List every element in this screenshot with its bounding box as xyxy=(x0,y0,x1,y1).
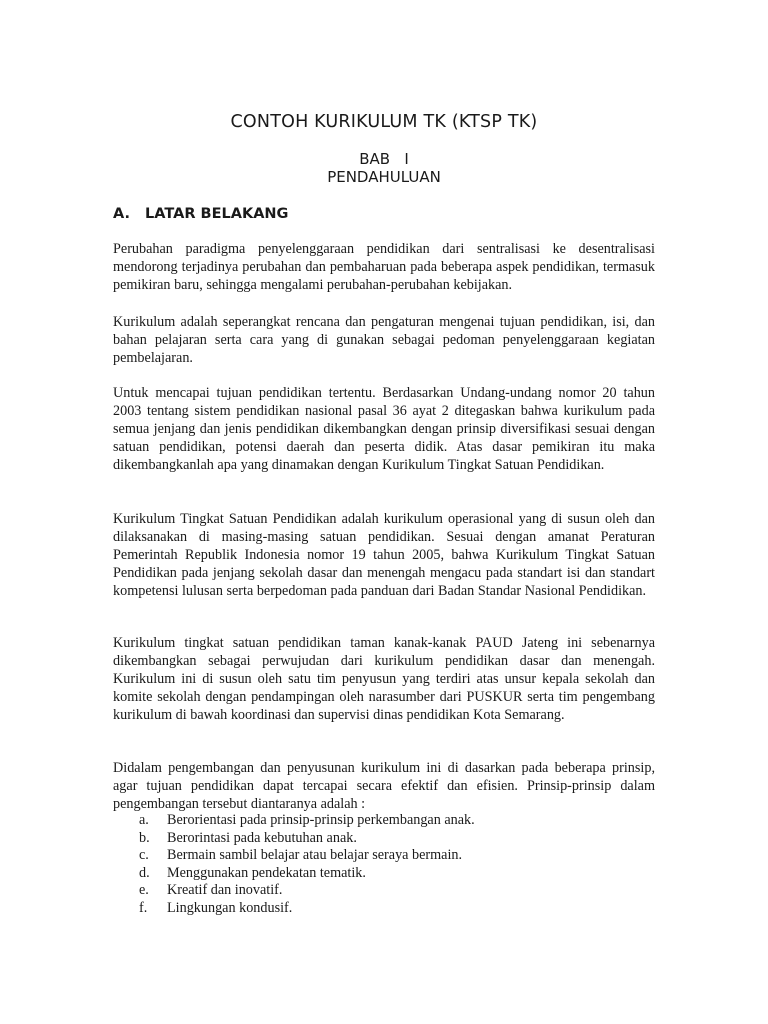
list-item xyxy=(139,812,659,830)
list-item-text: Menggunakan pendekatan tematik. xyxy=(167,864,366,881)
list-item-text: Berorientasi pada prinsip-prinsip perkembangan anak. xyxy=(167,812,475,828)
list-marker: f. xyxy=(139,899,148,916)
list-item xyxy=(139,830,659,848)
list-item xyxy=(139,900,659,918)
paragraph: Untuk mencapai tujuan pendidikan tertentu. Berdasarkan Undang-undang nomor 20 tahun 2003 tentang sistem pendidikan nasional pasal 36 ayat 2 ditegaskan bahwa kurikulum pada semua jenjang dan jenis pendidikan dikembangkan dengan prinsip diversifikasi sesuai dengan satuan pendidikan, potensi daerah dan peserta didik. Atas dasar pemikiran itu maka dikembangkanlah apa yang dinamakan dengan Kurikulum Tingkat Satuan Pendidikan. xyxy=(113,385,655,473)
paragraph: Kurikulum tingkat satuan pendidikan taman kanak-kanak PAUD Jateng ini sebenarnya dikembangkan sebagai perwujudan dari kurikulum pendidikan dasar dan menengah. Kurikulum ini di susun oleh satu tim penyusun yang terdiri atas unsur kepala sekolah dan komite sekolah dengan pendampingan oleh narasumber dari PUSKUR serta tim pengembang kurikulum di bawah koordinasi dan supervisi dinas pendidikan Kota Semarang. xyxy=(113,635,655,723)
section-title: LATAR BELAKANG xyxy=(145,206,289,222)
list-item xyxy=(139,882,659,900)
document-title: CONTOH KURIKULUM TK (KTSP TK) xyxy=(230,112,538,132)
list-marker: c. xyxy=(139,847,149,863)
paragraph: Kurikulum adalah seperangkat rencana dan pengaturan mengenai tujuan pendidikan, isi, dan bahan pelajaran serta cara yang di gunakan sebagai pedoman penyelenggaraan kegiatan pembelajaran. xyxy=(113,314,655,366)
chapter-number: BAB I xyxy=(359,150,409,168)
section-number: A. xyxy=(113,206,130,222)
list-marker: e. xyxy=(139,882,149,898)
list-item-text: Bermain sambil belajar atau belajar seraya bermain. xyxy=(167,847,463,863)
list-item-text: Lingkungan kondusif. xyxy=(167,899,293,916)
list-marker: b. xyxy=(139,829,150,846)
list-item xyxy=(139,865,659,883)
paragraph: Didalam pengembangan dan penyusunan kurikulum ini di dasarkan pada beberapa prinsip, agar tujuan pendidikan dapat tercapai secara efektif dan efisien. Prinsip-prinsip dalam pengembangan tersebut diantaranya adalah : xyxy=(113,760,655,812)
list-item-text: Berorintasi pada kebutuhan anak. xyxy=(167,829,357,846)
chapter-title: PENDAHULUAN xyxy=(327,168,441,186)
list-marker: d. xyxy=(139,864,150,881)
paragraph: Kurikulum Tingkat Satuan Pendidikan adalah kurikulum operasional yang di susun oleh dan dilaksanakan di masing-masing satuan pendidikan. Sesuai dengan amanat Peraturan Pemerintah Republik Indonesia nomor 19 tahun 2005, bahwa Kurikulum Tingkat Satuan Pendidikan pada jenjang sekolah dasar dan menengah mengacu pada standart isi dan standart kompetensi lulusan serta berpedoman pada panduan dari Badan Standar Nasional Pendidikan. xyxy=(113,511,655,599)
principles-list xyxy=(139,812,659,917)
list-item-text: Kreatif dan inovatif. xyxy=(167,882,283,898)
list-item xyxy=(139,847,659,865)
paragraph: Perubahan paradigma penyelenggaraan pendidikan dari sentralisasi ke desentralisasi mendorong terjadinya perubahan dan pembaharuan pada beberapa aspek pendidikan, termasuk pemikiran baru, sehingga mengalami perubahan-perubahan kebijakan. xyxy=(113,241,655,293)
list-marker: a. xyxy=(139,812,149,828)
section-heading xyxy=(113,204,288,224)
